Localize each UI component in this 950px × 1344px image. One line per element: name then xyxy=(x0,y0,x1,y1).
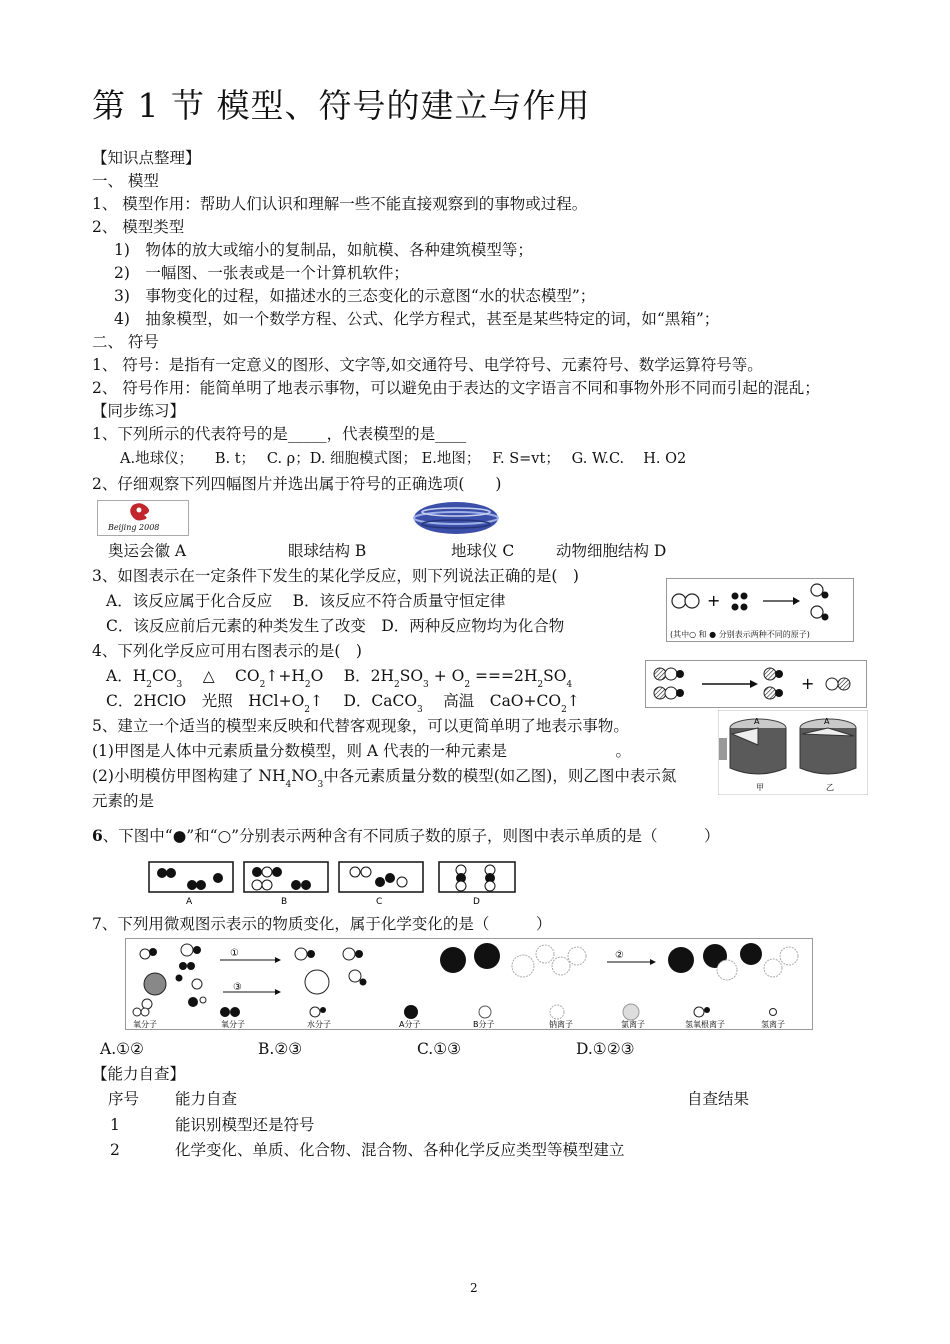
question-5: 5、建立一个适当的模型来反映和代替客观现象，可以更简单明了地表示事物。 xyxy=(92,717,629,735)
self-check-row-text: 化学变化、单质、化合物、混合物、各种化学反应类型等模型建立 xyxy=(175,1141,625,1159)
question-4: 4、下列化学反应可用右图表示的是( ) xyxy=(92,642,362,660)
svg-text:B: B xyxy=(281,897,288,907)
svg-text:氢氧根离子: 氢氧根离子 xyxy=(685,1020,725,1029)
self-check-row-index: 1 xyxy=(110,1116,120,1134)
question-5-part-1: (1)甲图是人体中元素质量分数模型，则 A 代表的一种元素是 。 xyxy=(92,742,632,760)
svg-text:乙: 乙 xyxy=(826,783,834,792)
question-1-options: A.地球仪； B. t； C. ρ；D. 细胞模式图； E.地图； F. S=vt； G. W.C. H. O2 xyxy=(120,451,687,467)
q7-option-c: C.①③ xyxy=(417,1040,462,1058)
question-3-option-ab: A．该反应属于化合反应 B．该反应不符合质量守恒定律 xyxy=(106,592,506,610)
knowledge-heading: 【知识点整理】 xyxy=(92,149,201,167)
self-check-col-index: 序号 xyxy=(108,1090,140,1108)
q2-label-d: 动物细胞结构 D xyxy=(556,542,667,560)
section-symbol: 二、 符号 xyxy=(92,333,159,351)
svg-text:②: ② xyxy=(615,950,624,961)
svg-text:氢离子: 氢离子 xyxy=(761,1020,785,1029)
page-number: 2 xyxy=(470,1281,478,1295)
svg-text:氯离子: 氯离子 xyxy=(621,1020,645,1029)
self-check-row-text: 能识别模型还是符号 xyxy=(175,1116,315,1134)
svg-text:①: ① xyxy=(230,948,239,959)
question-4-option-cd: C．2HClO 光照 $HCl+O_2↑$ D．CaCO$_3$ 高温 $CaO+CO_2↑$ xyxy=(106,692,580,715)
model-type-item: 3) 事物变化的过程，如描述水的三态变化的示意图“水的状态模型”； xyxy=(114,287,596,305)
element-model-figures xyxy=(718,710,868,795)
q2-label-c: 地球仪 C xyxy=(451,542,515,560)
self-check-row-index: 2 xyxy=(110,1141,120,1159)
symbol-purpose: 2、 符号作用：能简单明了地表示事物，可以避免由于表达的文字语言不同和事物外形不同而引起的混乱； xyxy=(92,379,820,397)
page-title: 第 1 节 模型、符号的建立与作用 xyxy=(92,86,591,125)
svg-text:氧分子: 氧分子 xyxy=(221,1020,245,1029)
q2-label-b: 眼球结构 B xyxy=(288,542,367,560)
reaction-caption: (其中○ 和 ● 分别表示两种不同的原子) xyxy=(670,630,810,639)
svg-text:水分子: 水分子 xyxy=(307,1020,331,1029)
section-model: 一、 模型 xyxy=(92,172,159,190)
reaction-diagram xyxy=(666,578,854,642)
logo-text: Beijing 2008 xyxy=(108,523,160,532)
q7-option-b: B.②③ xyxy=(258,1040,303,1058)
svg-text:B分子: B分子 xyxy=(473,1020,495,1029)
svg-text:甲: 甲 xyxy=(756,783,764,792)
question-5-part-3: 元素的是 xyxy=(92,792,155,810)
model-types: 2、 模型类型 xyxy=(92,218,185,236)
self-check-col-ability: 能力自查 xyxy=(175,1090,238,1108)
symbol-definition: 1、 符号：是指有一定意义的图形、文字等,如交通符号、电学符号、元素符号、数学运算符号等。 xyxy=(92,356,763,374)
microscopic-diagram xyxy=(125,938,813,1030)
self-check-col-result: 自查结果 xyxy=(687,1090,750,1108)
svg-text:A: A xyxy=(754,717,760,726)
svg-text:钠离子: 钠离子 xyxy=(549,1020,573,1029)
q2-label-a: 奥运会徽 A xyxy=(108,542,187,560)
q7-option-d: D.①②③ xyxy=(576,1040,635,1058)
svg-text:+: + xyxy=(707,591,721,610)
self-check-heading: 【能力自查】 xyxy=(92,1065,186,1083)
reaction-diagram-2 xyxy=(645,660,867,708)
question-1: 1、下列所示的代表符号的是_____，代表模型的是____ xyxy=(92,425,467,443)
question-3-option-cd: C．该反应前后元素的种类发生了改变 D．两种反应物均为化合物 xyxy=(106,617,565,635)
practice-heading: 【同步练习】 xyxy=(92,402,186,420)
model-type-item: 1) 物体的放大或缩小的复制品，如航模、各种建筑模型等； xyxy=(114,241,533,259)
question-2: 2、仔细观察下列四幅图片并选出属于符号的正确选项( ) xyxy=(92,475,502,493)
atom-boxes-figure xyxy=(140,858,520,908)
svg-text:A分子: A分子 xyxy=(399,1020,421,1029)
svg-text:③: ③ xyxy=(233,982,242,993)
globe-image xyxy=(412,500,500,536)
model-type-item: 4) 抽象模型，如一个数学方程、公式、化学方程式，甚至是某些特定的词，如“黑箱”； xyxy=(114,310,720,328)
model-purpose: 1、 模型作用：帮助人们认识和理解一些不能直接观察到的事物或过程。 xyxy=(92,195,588,213)
question-7: 7、下列用微观图示表示的物质变化，属于化学变化的是（ ） xyxy=(92,915,552,933)
svg-text:氧分子: 氧分子 xyxy=(133,1020,157,1029)
svg-text:D: D xyxy=(473,897,480,907)
question-6: 6、下图中“●”和“○”分别表示两种含有不同质子数的原子，则图中表示单质的是（ ） xyxy=(92,826,720,845)
model-type-item: 2) 一幅图、一张表或是一个计算机软件； xyxy=(114,264,409,282)
q7-option-a: A.①② xyxy=(100,1040,144,1058)
question-5-part-2: (2)小明模仿甲图构建了 $NH_4NO_3$中各元素质量分数的模型(如乙图)，则乙图中表示氮 xyxy=(92,767,677,790)
svg-text:+: + xyxy=(801,674,815,693)
question-4-option-ab: A．$H_2CO_3$ △ $CO_2↑+H_2O$ B．$2H_2SO_3 + O_2 ===2H_2SO_4$ xyxy=(106,667,573,690)
olympic-logo-image xyxy=(97,500,189,536)
svg-text:C: C xyxy=(376,897,383,907)
question-3: 3、如图表示在一定条件下发生的某化学反应，则下列说法正确的是( ) xyxy=(92,567,579,585)
svg-text:A: A xyxy=(186,897,193,907)
svg-text:A: A xyxy=(824,717,830,726)
